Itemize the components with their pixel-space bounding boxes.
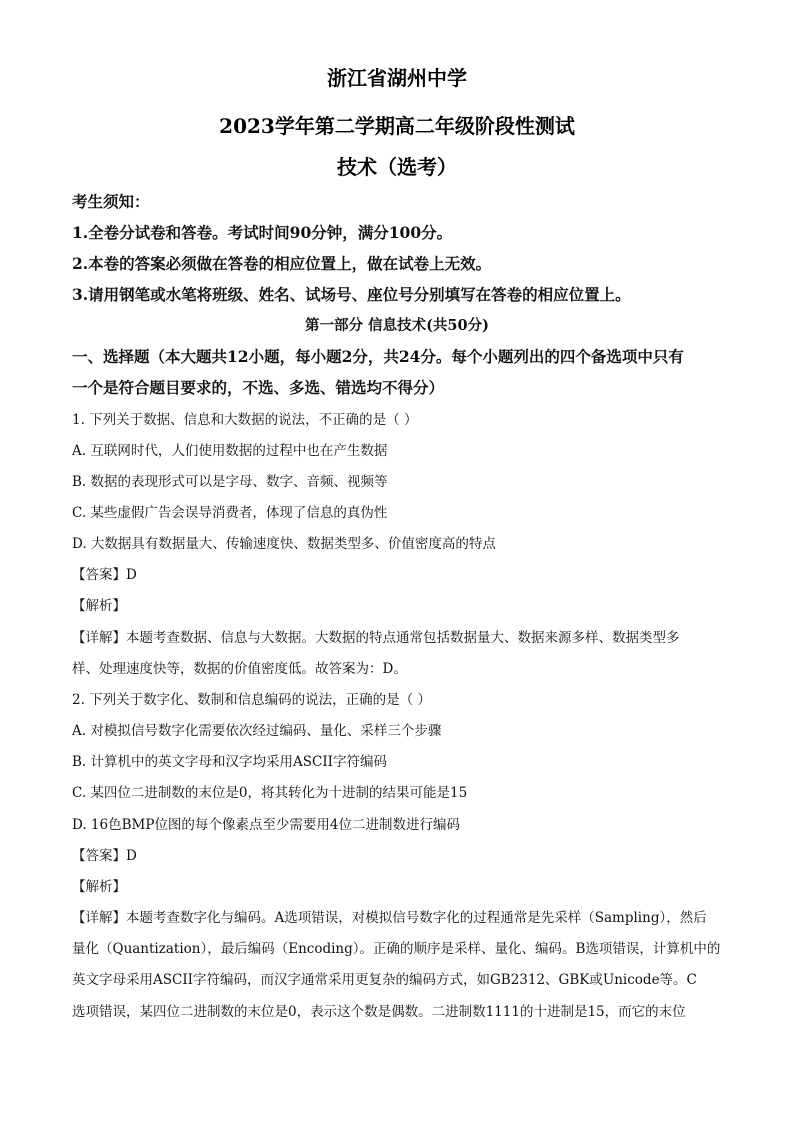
q2-detail-line1: 【详解】本题考查数字化与编码。A选项错误，对模拟信号数字化的过程通常是先采样（Sampling），然后 bbox=[72, 910, 707, 926]
q2-option-a: A. 对模拟信号数字化需要依次经过编码、量化、采样三个步骤 bbox=[72, 723, 442, 739]
q2-detail-line3: 英文字母采用ASCII字符编码，而汉字通常采用更复杂的编码方式，如GB2312、GBK或Unicode等。C bbox=[72, 972, 697, 988]
q1-stem: 1. 下列关于数据、信息和大数据的说法，不正确的是（ ） bbox=[72, 412, 418, 428]
part1-title: 第一部分 信息技术(共50分) bbox=[305, 317, 489, 334]
q2-option-d: D. 16色BMP位图的每个像素点至少需要用4位二进制数进行编码 bbox=[72, 817, 461, 833]
q1-detail-line2: 样、处理速度快等，数据的价值密度低。故答案为：D。 bbox=[72, 661, 407, 677]
section1-heading-line2: 一个是符合题目要求的，不选、多选、错选均不得分） bbox=[72, 378, 445, 397]
q1-option-b: B. 数据的表现形式可以是字母、数字、音频、视频等 bbox=[72, 474, 388, 490]
subject-title: 技术（选考） bbox=[337, 155, 457, 179]
section1-heading-line1: 一、选择题（本大题共12小题，每小题2分，共24分。每个小题列出的四个备选项中只有 bbox=[72, 347, 684, 366]
q2-stem: 2. 下列关于数字化、数制和信息编码的说法，正确的是（ ） bbox=[72, 692, 431, 708]
q1-detail-line1: 【详解】本题考查数据、信息与大数据。大数据的特点通常包括数据量大、数据来源多样、数据类型多 bbox=[72, 630, 680, 646]
q2-detail-line4: 选项错误，某四位二进制数的末位是0，表示这个数是偶数。二进制数1111的十进制是15，而它的末位 bbox=[72, 1004, 686, 1020]
q2-answer: 【答案】D bbox=[72, 848, 137, 864]
notice-item-2: 2.本卷的答案必须做在答卷的相应位置上，做在试卷上无效。 bbox=[72, 254, 492, 273]
school-title: 浙江省湖州中学 bbox=[327, 66, 467, 90]
q2-option-c: C. 某四位二进制数的末位是0，将其转化为十进制的结果可能是15 bbox=[72, 785, 468, 801]
notice-heading: 考生须知： bbox=[72, 192, 150, 211]
notice-item-3: 3.请用钢笔或水笔将班级、姓名、试场号、座位号分别填写在答卷的相应位置上。 bbox=[72, 285, 631, 304]
q1-option-d: D. 大数据具有数据量大、传输速度快、数据类型多、价值密度高的特点 bbox=[72, 536, 496, 552]
exam-title: 2023学年第二学期高二年级阶段性测试 bbox=[219, 114, 575, 138]
notice-item-1: 1.全卷分试卷和答卷。考试时间90分钟，满分100分。 bbox=[72, 223, 453, 242]
q2-analysis: 【解析】 bbox=[72, 879, 126, 895]
q1-option-a: A. 互联网时代，人们使用数据的过程中也在产生数据 bbox=[72, 443, 388, 459]
q1-answer: 【答案】D bbox=[72, 567, 137, 583]
q1-option-c: C. 某些虚假广告会误导消费者，体现了信息的真伪性 bbox=[72, 505, 388, 521]
q1-analysis: 【解析】 bbox=[72, 598, 126, 614]
q2-detail-line2: 量化（Quantization），最后编码（Encoding）。正确的顺序是采样、量化、编码。B选项错误，计算机中的 bbox=[72, 941, 721, 957]
q2-option-b: B. 计算机中的英文字母和汉字均采用ASCII字符编码 bbox=[72, 754, 387, 770]
